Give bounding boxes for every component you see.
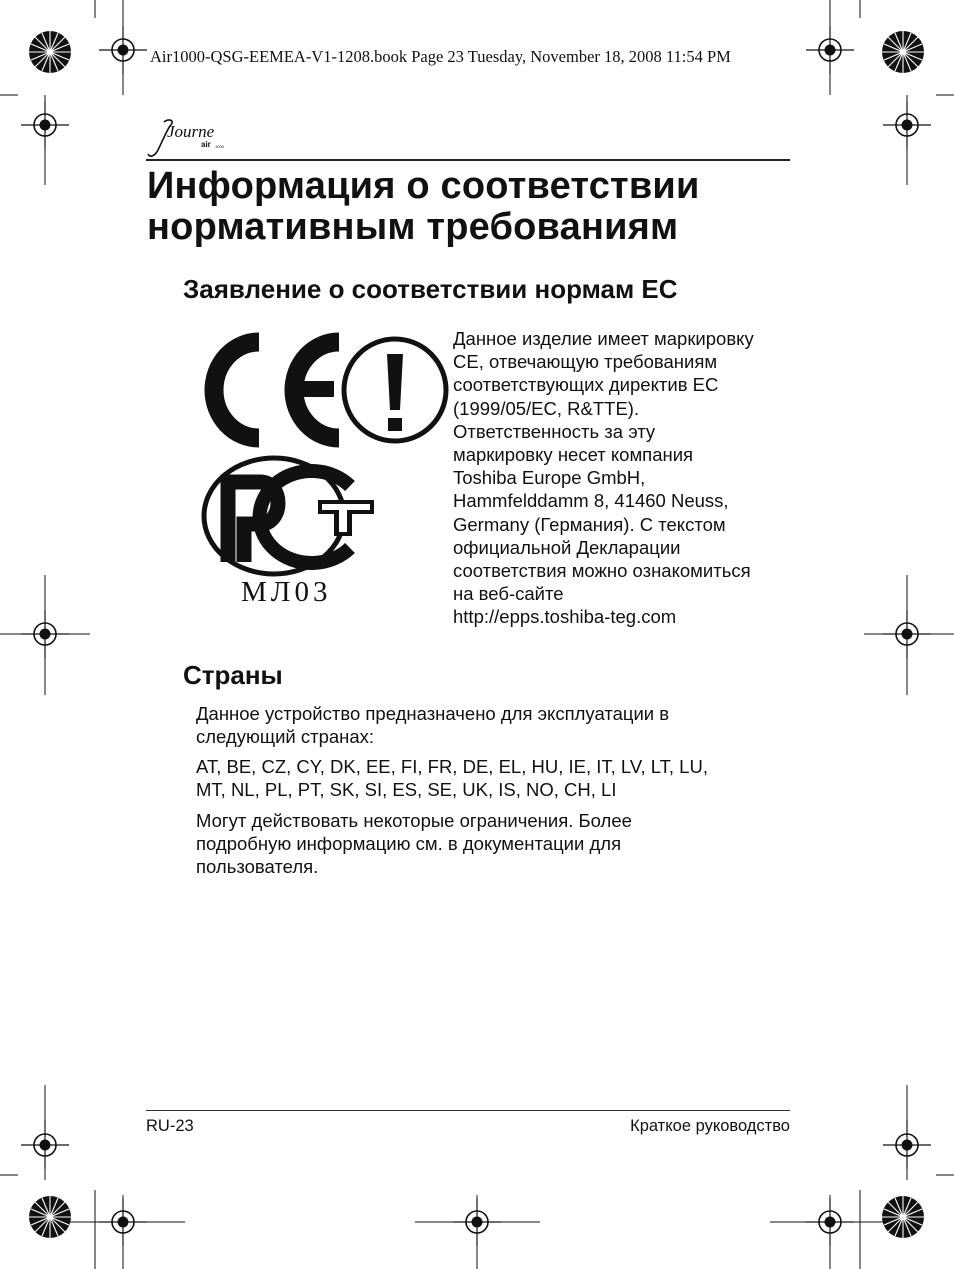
ec-line: CE, отвечающую требованиям [453,351,718,373]
journe-air-logo [146,116,236,162]
countries-intro-line: Данное устройство предназначено для эксплуатации в [196,703,670,724]
ec-line: Germany (Германия). С текстом [453,513,726,535]
ec-line: (1999/05/EC, R&TTE). [453,397,640,419]
ec-line: на веб-сайте [453,583,564,605]
ec-section-heading: Заявление о соответствии нормам ЕС [183,274,678,304]
logo-tiny-text: 1000 [215,144,224,149]
country-codes-line: MT, NL, PL, PT, SK, SI, ES, SE, UK, IS, NO, CH, LI [196,779,617,800]
ce-mark [197,332,451,448]
header-rule [146,159,790,161]
ec-line: соответствия можно ознакомиться [453,560,751,582]
ec-line: официальной Декларации [453,536,681,558]
ec-declaration-text [453,327,754,629]
footer-page-number: RU-23 [146,1117,194,1135]
ec-line: маркировку несет компания [453,444,694,466]
countries-intro-line: следующий странах: [196,726,375,747]
page-title-line-1: Информация о соответствии [147,165,700,207]
footer-rule [146,1110,790,1111]
logo-script-text: Journe [167,122,215,141]
country-codes-line: AT, BE, CZ, CY, DK, EE, FI, FR, DE, EL, HU, IE, IT, LV, LT, LU, [196,756,708,777]
ec-line: Toshiba Europe GmbH, [453,467,646,489]
pct-mark-code: МЛ03 [241,576,332,608]
ec-line: Данное изделие имеет маркировку [453,328,754,349]
restrictions-line: пользователя. [196,856,319,877]
ec-line: соответствующих директив ЕС [453,374,719,396]
ec-line: Ответственность за эту [453,420,656,442]
declaration-url: http://epps.toshiba-teg.com [453,606,677,628]
logo-air-text: air [201,140,211,149]
ec-line: Hammfelddamm 8, 41460 Neuss, [453,490,729,512]
restrictions-note [196,809,632,878]
restrictions-line: подробную информацию см. в документации для [196,833,622,854]
print-header: Air1000-QSG-EEMEA-V1-1208.book Page 23 Tuesday, November 18, 2008 11:54 PM [150,47,731,66]
pct-certification-mark [200,452,380,582]
alert-icon [344,339,446,441]
page-title [147,166,700,248]
page-title-line-2: нормативным требованиям [147,206,679,248]
countries-heading: Страны [183,660,283,690]
footer-guide-title: Краткое руководство [630,1117,790,1135]
restrictions-line: Могут действовать некоторые ограничения. Более [196,810,632,831]
country-codes-list [196,755,708,801]
countries-intro [196,702,669,748]
